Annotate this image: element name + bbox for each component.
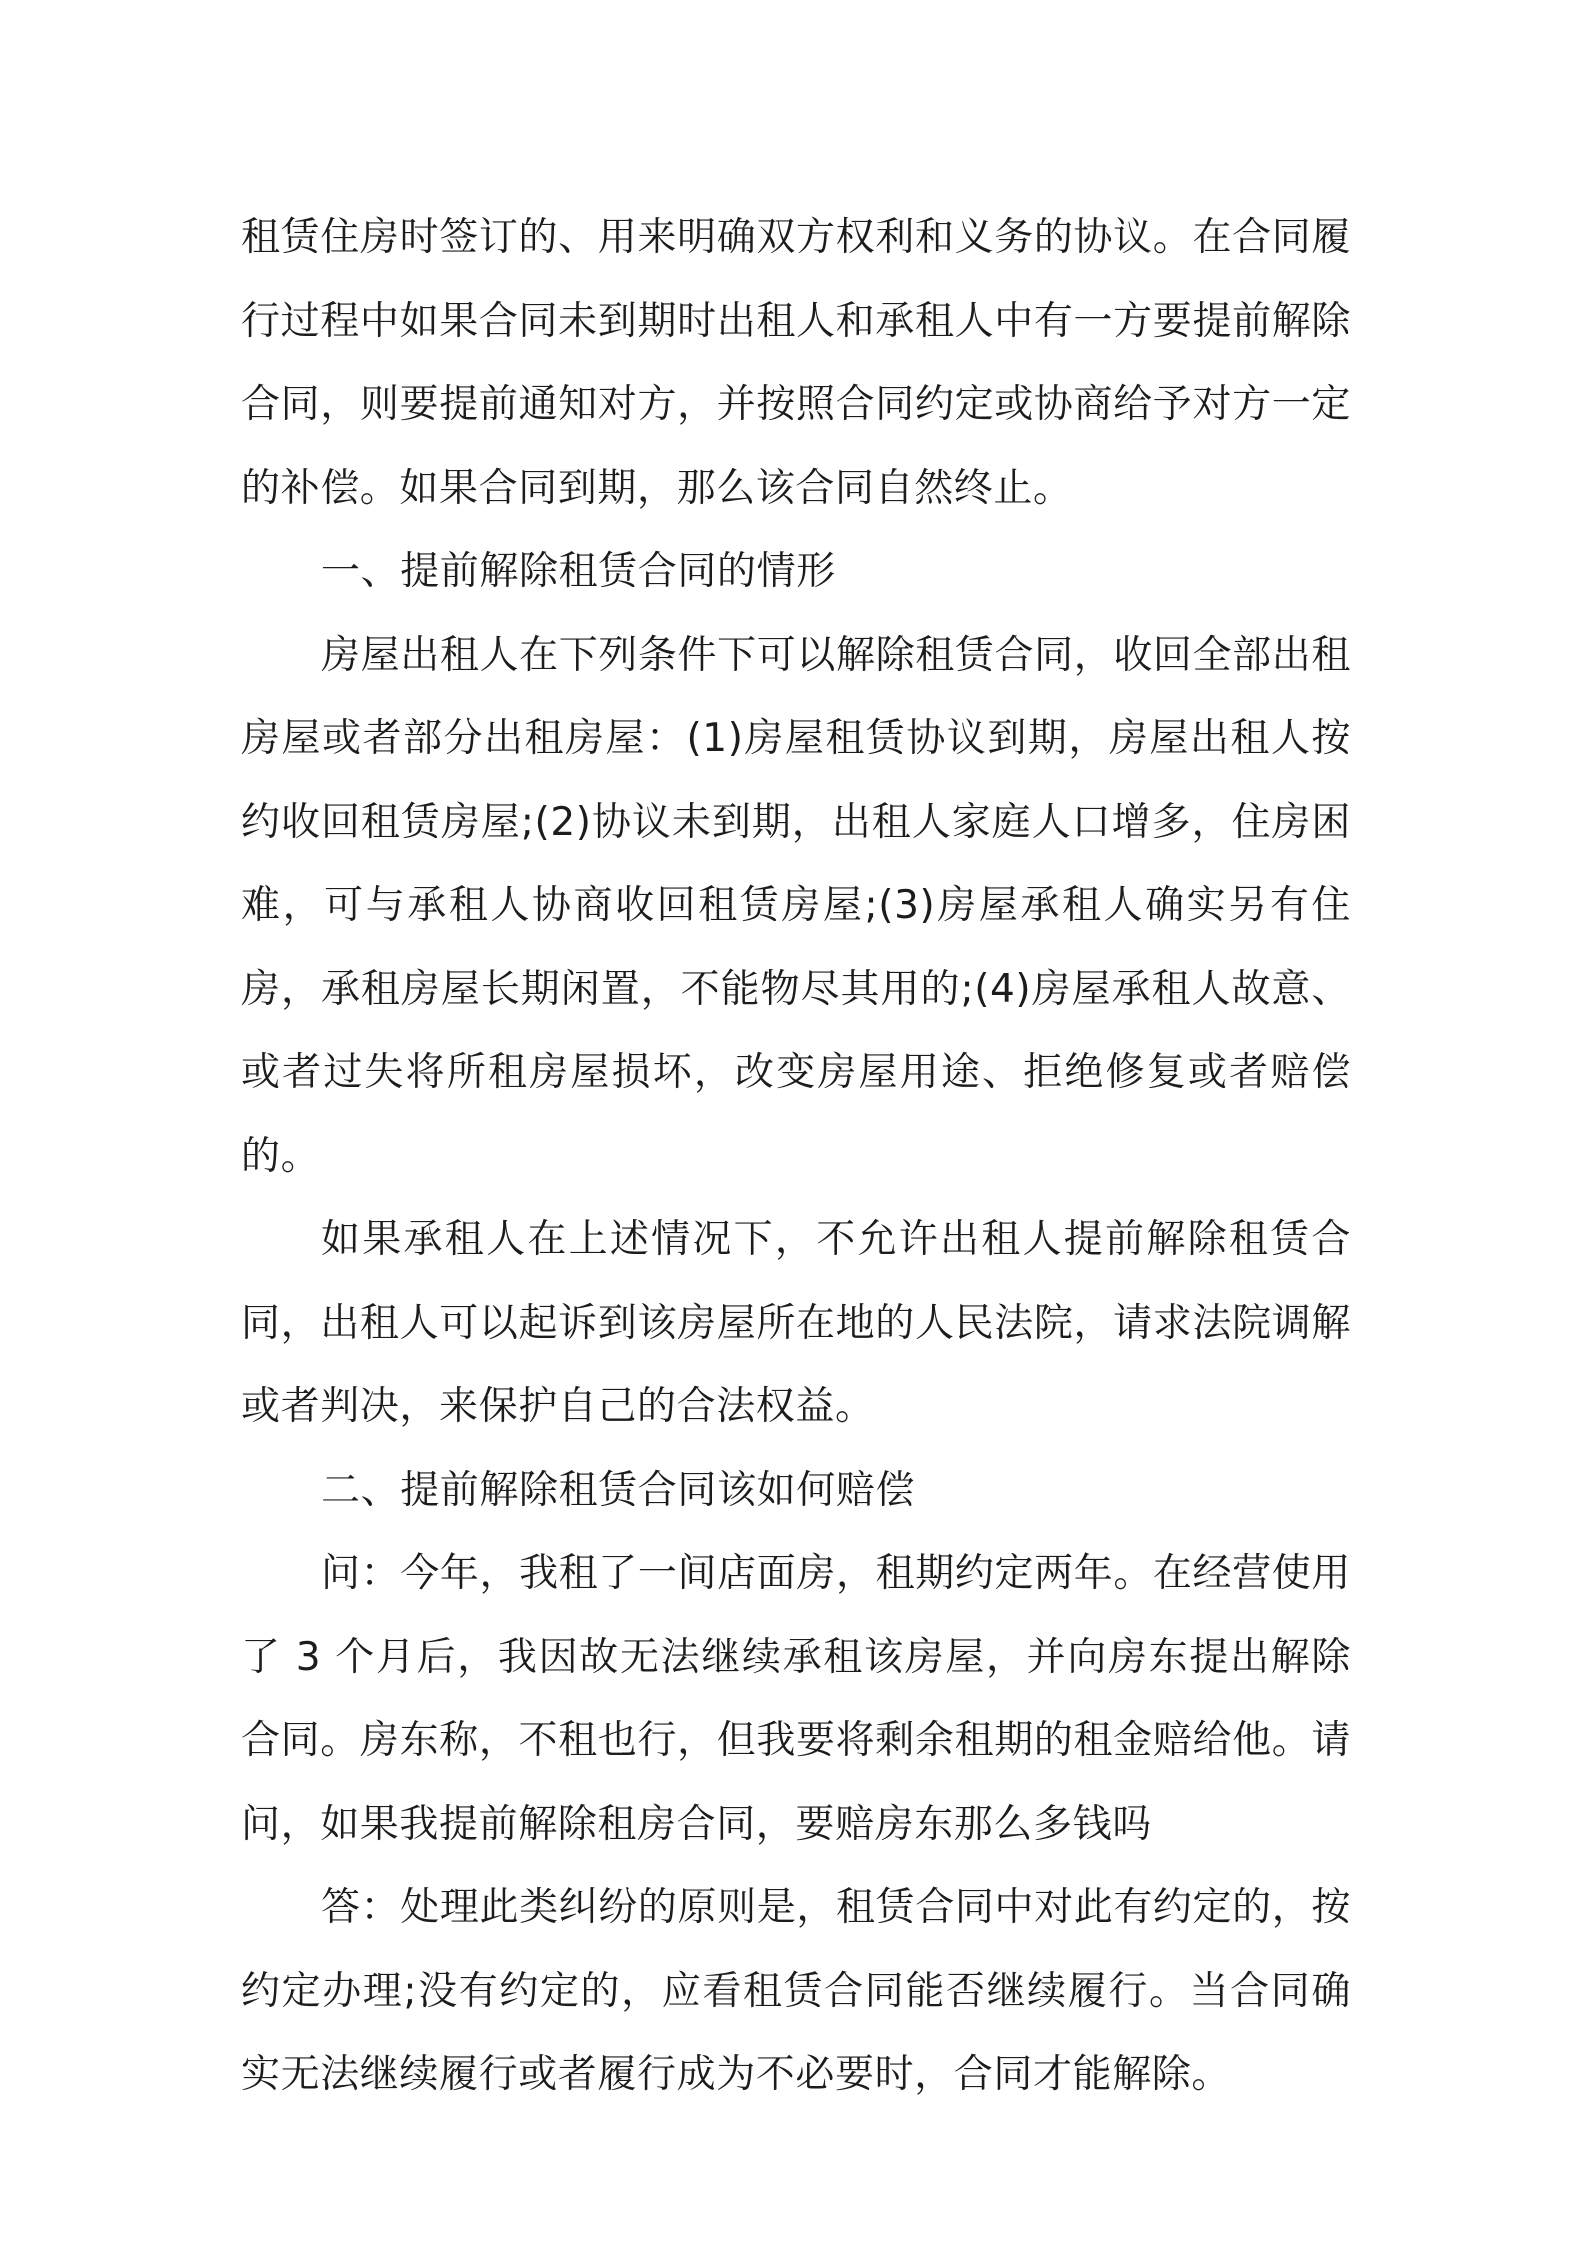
paragraph-question: 问：今年，我租了一间店面房，租期约定两年。在经营使用了 3 个月后，我因故无法继续承租该房屋，并向房东提出解除合同。房东称，不租也行，但我要将剩余租期的租金赔给他。请问，如果我提前解除租房合同，要赔房东那么多钱吗	[241, 1551, 1351, 1847]
paragraph-termination-conditions: 房屋出租人在下列条件下可以解除租赁合同，收回全部出租房屋或者部分出租房屋：(1)房屋租赁协议到期，房屋出租人按约收回租赁房屋;(2)协议未到期，出租人家庭人口增多，住房困难，可与承租人协商收回租赁房屋;(3)房屋承租人确实另有住房，承租房屋长期闲置，不能物尽其用的;(4)房屋承租人故意、或者过失将所租房屋损坏，改变房屋用途、拒绝修复或者赔偿的。	[241, 632, 1351, 1179]
document-body	[241, 196, 1351, 2117]
paragraph-intro: 租赁住房时签订的、用来明确双方权利和义务的协议。在合同履行过程中如果合同未到期时出租人和承租人中有一方要提前解除合同，则要提前通知对方，并按照合同约定或协商给予对方一定的补偿。如果合同到期，那么该合同自然终止。	[241, 215, 1351, 511]
paragraph-lawsuit: 如果承租人在上述情况下，不允许出租人提前解除租赁合同，出租人可以起诉到该房屋所在地的人民法院，请求法院调解或者判决，来保护自己的合法权益。	[241, 1217, 1351, 1429]
paragraph-answer: 答：处理此类纠纷的原则是，租赁合同中对此有约定的，按约定办理;没有约定的，应看租赁合同能否继续履行。当合同确实无法继续履行或者履行成为不必要时，合同才能解除。	[241, 1885, 1351, 2097]
section-heading-1: 一、提前解除租赁合同的情形	[321, 549, 836, 594]
section-heading-2: 二、提前解除租赁合同该如何赔偿	[321, 1467, 916, 1513]
